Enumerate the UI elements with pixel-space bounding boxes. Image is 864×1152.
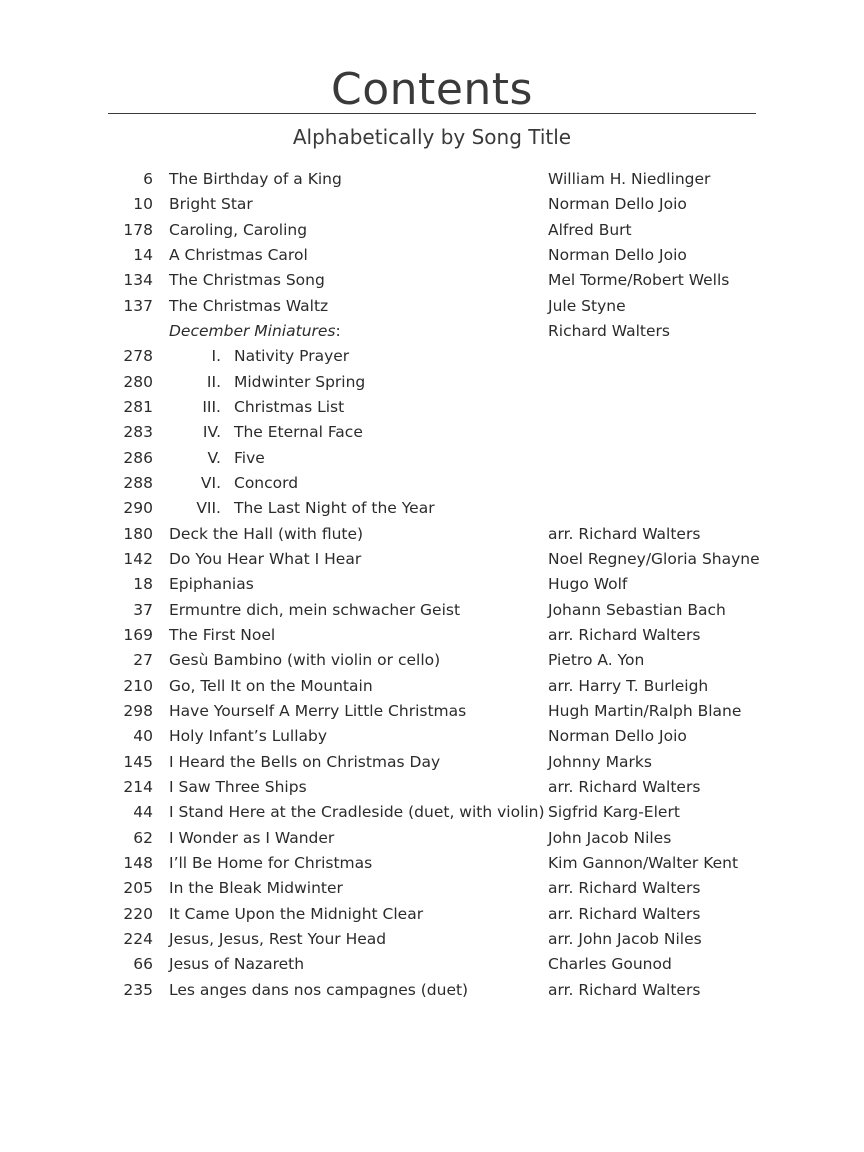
composer: arr. Richard Walters xyxy=(548,904,701,923)
song-title: I Stand Here at the Cradleside (duet, with violin) xyxy=(169,803,545,822)
page-number: 205 xyxy=(123,879,153,898)
toc-entry xyxy=(0,952,864,977)
movement-title: Midwinter Spring xyxy=(234,372,366,391)
page-number: 214 xyxy=(123,777,153,796)
page-number: 145 xyxy=(123,752,153,771)
composer: Norman Dello Joio xyxy=(548,195,687,214)
composer: arr. Richard Walters xyxy=(548,879,701,898)
song-title: The Christmas Song xyxy=(169,271,325,290)
page-number: 40 xyxy=(133,727,153,746)
toc-entry xyxy=(0,268,864,293)
toc-entry xyxy=(0,800,864,825)
page-number: 27 xyxy=(133,651,153,670)
composer: John Jacob Niles xyxy=(548,828,672,847)
song-title: Les anges dans nos campagnes (duet) xyxy=(169,980,469,999)
toc-entry xyxy=(0,598,864,623)
composer: arr. Richard Walters xyxy=(548,777,701,796)
movement-numeral: I. xyxy=(211,347,221,366)
page-number: 66 xyxy=(133,955,153,974)
composer: Johnny Marks xyxy=(548,752,652,771)
toc-entry xyxy=(0,623,864,648)
set-title-suffix: : xyxy=(335,321,341,340)
song-title: Do You Hear What I Hear xyxy=(169,549,362,568)
toc-entry xyxy=(0,775,864,800)
page-number: 62 xyxy=(133,828,153,847)
movement-numeral: VI. xyxy=(200,473,221,492)
song-title: The Birthday of a King xyxy=(169,170,342,188)
toc-entry xyxy=(0,699,864,724)
composer: Johann Sebastian Bach xyxy=(548,600,726,619)
page-number: 288 xyxy=(123,473,153,492)
song-title: I Heard the Bells on Christmas Day xyxy=(169,752,441,771)
composer: Norman Dello Joio xyxy=(548,245,687,264)
page-number: 37 xyxy=(133,600,153,619)
page-number: 298 xyxy=(123,701,153,720)
toc-entry xyxy=(0,420,864,445)
toc-entry xyxy=(0,648,864,673)
page-number: 169 xyxy=(123,625,153,644)
movement-numeral: IV. xyxy=(202,423,221,442)
toc-entry xyxy=(0,927,864,952)
song-title: Holy Infant’s Lullaby xyxy=(169,727,328,746)
song-title: The First Noel xyxy=(169,625,276,644)
composer: arr. Richard Walters xyxy=(548,980,701,999)
page-number: 278 xyxy=(123,347,153,366)
song-title: Caroling, Caroling xyxy=(169,220,308,239)
page-number: 44 xyxy=(133,803,153,822)
movement-numeral: V. xyxy=(207,448,221,467)
toc-entry xyxy=(0,750,864,775)
toc-entry xyxy=(0,724,864,749)
movement-title: The Last Night of the Year xyxy=(234,499,435,518)
song-title: Jesus of Nazareth xyxy=(169,955,305,974)
page-number: 148 xyxy=(123,853,153,872)
toc-entry xyxy=(0,446,864,471)
toc-entry xyxy=(0,218,864,243)
song-title: Bright Star xyxy=(169,195,253,214)
movement-title: Nativity Prayer xyxy=(234,347,350,366)
page-number: 10 xyxy=(133,195,153,214)
page-number: 180 xyxy=(123,524,153,543)
page-number: 137 xyxy=(123,296,153,315)
song-title: The Christmas Waltz xyxy=(169,296,329,315)
toc-entry xyxy=(0,876,864,901)
page-number: 281 xyxy=(123,397,153,416)
composer: Pietro A. Yon xyxy=(548,651,645,670)
toc-entry xyxy=(0,167,864,192)
movement-numeral: VII. xyxy=(196,499,221,518)
composer: Hugh Martin/Ralph Blane xyxy=(548,701,742,720)
toc-entry xyxy=(0,572,864,597)
toc-entry xyxy=(0,674,864,699)
toc-entry xyxy=(0,370,864,395)
composer: Richard Walters xyxy=(548,321,670,340)
set-title: December Miniatures xyxy=(169,321,336,340)
toc-entry xyxy=(0,978,864,1003)
song-title: Jesus, Jesus, Rest Your Head xyxy=(169,929,387,948)
song-title: In the Bleak Midwinter xyxy=(169,879,343,898)
song-title: A Christmas Carol xyxy=(169,245,308,264)
page-number: 210 xyxy=(123,676,153,695)
movement-numeral: III. xyxy=(202,397,221,416)
page-number: 178 xyxy=(123,220,153,239)
composer: Kim Gannon/Walter Kent xyxy=(548,853,739,872)
page-number: 283 xyxy=(123,423,153,442)
toc-entry xyxy=(0,522,864,547)
song-title: It Came Upon the Midnight Clear xyxy=(169,904,424,923)
movement-title: Christmas List xyxy=(234,397,345,416)
contents-list xyxy=(0,167,864,1003)
page-number: 290 xyxy=(123,499,153,518)
movement-numeral: II. xyxy=(206,372,221,391)
toc-entry xyxy=(0,547,864,572)
composer: Jule Styne xyxy=(548,296,626,315)
song-title: Ermuntre dich, mein schwacher Geist xyxy=(169,600,461,619)
page-number: 224 xyxy=(123,929,153,948)
toc-entry xyxy=(0,319,864,344)
composer: Sigfrid Karg-Elert xyxy=(548,803,680,822)
title-rule xyxy=(108,113,756,114)
composer: Noel Regney/Gloria Shayne xyxy=(548,549,760,568)
page-number: 18 xyxy=(133,575,153,594)
song-title: I Wonder as I Wander xyxy=(169,828,335,847)
toc-entry xyxy=(0,294,864,319)
composer: William H. Niedlinger xyxy=(548,170,711,188)
toc-entry xyxy=(0,243,864,268)
page-number: 220 xyxy=(123,904,153,923)
song-title: I’ll Be Home for Christmas xyxy=(169,853,373,872)
song-title: I Saw Three Ships xyxy=(169,777,307,796)
movement-title: Concord xyxy=(234,473,299,492)
page-number: 134 xyxy=(123,271,153,290)
composer: Charles Gounod xyxy=(548,955,672,974)
page-number: 14 xyxy=(133,245,153,264)
toc-entry xyxy=(0,902,864,927)
toc-entry xyxy=(0,344,864,369)
composer: arr. Harry T. Burleigh xyxy=(548,676,709,695)
toc-entry xyxy=(0,851,864,876)
song-title: Deck the Hall (with flute) xyxy=(169,524,364,543)
page-title: Contents xyxy=(331,64,533,115)
song-title: Gesù Bambino (with violin or cello) xyxy=(169,651,441,670)
composer: Alfred Burt xyxy=(548,220,632,239)
composer: Norman Dello Joio xyxy=(548,727,687,746)
toc-entry xyxy=(0,826,864,851)
page-number: 235 xyxy=(123,980,153,999)
song-title: Have Yourself A Merry Little Christmas xyxy=(169,701,467,720)
composer: Mel Torme/Robert Wells xyxy=(548,271,730,290)
movement-title: The Eternal Face xyxy=(234,423,363,442)
composer: arr. John Jacob Niles xyxy=(548,929,702,948)
page-number: 142 xyxy=(123,549,153,568)
toc-entry xyxy=(0,496,864,521)
page-number: 286 xyxy=(123,448,153,467)
song-title xyxy=(169,319,341,344)
composer: arr. Richard Walters xyxy=(548,625,701,644)
toc-entry xyxy=(0,192,864,217)
toc-entry xyxy=(0,471,864,496)
composer: arr. Richard Walters xyxy=(548,524,701,543)
page-number: 6 xyxy=(143,170,153,188)
page-subtitle: Alphabetically by Song Title xyxy=(292,125,572,149)
page-number: 280 xyxy=(123,372,153,391)
composer: Hugo Wolf xyxy=(548,575,628,594)
toc-entry xyxy=(0,395,864,420)
song-title: Go, Tell It on the Mountain xyxy=(169,676,373,695)
song-title: Epiphanias xyxy=(169,575,254,594)
movement-title: Five xyxy=(234,448,265,467)
